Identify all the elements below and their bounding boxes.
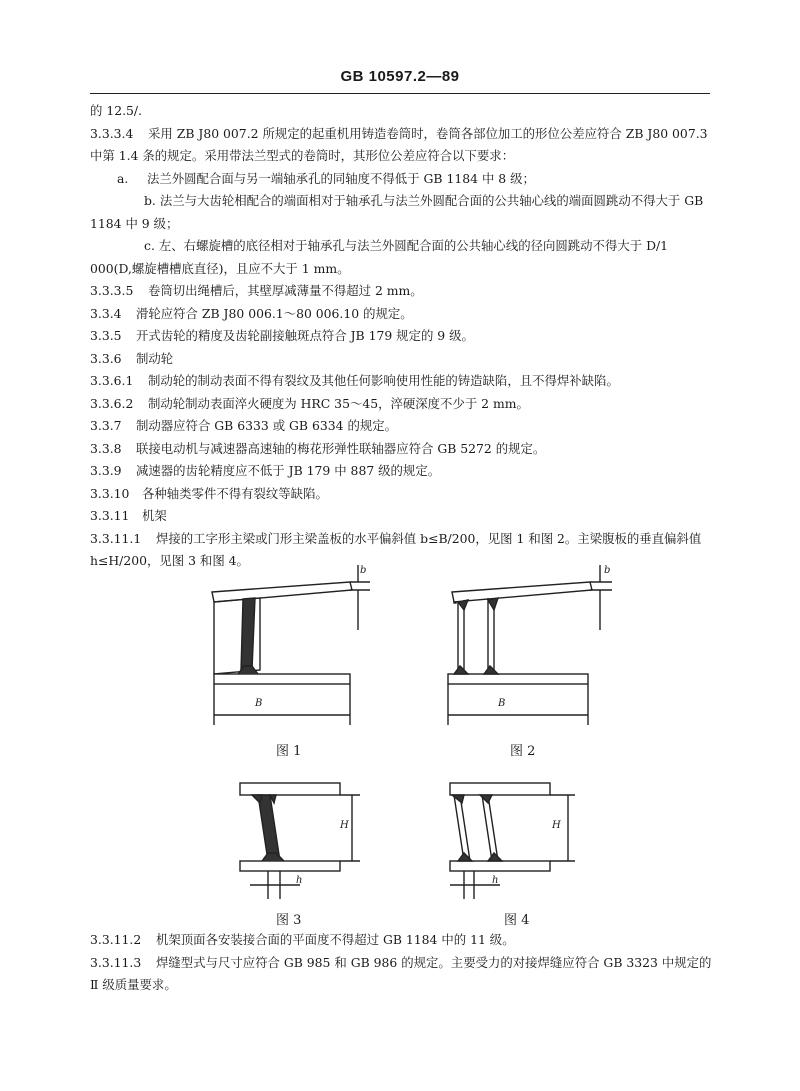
paragraph: 3.3.11.3 焊缝型式与尺寸应符合 GB 985 和 GB 986 的规定。主要受力的对接焊缝应符合 GB 3323 中规定的 Ⅱ 级质量要求。 [90, 954, 712, 992]
paragraph: 3.3.8 联接电动机与减速器高速轴的梅花形弹性联轴器应符合 GB 5272 的规定。 [90, 440, 546, 456]
page-header: GB 10597.2—89 [340, 68, 460, 85]
dim-B-label: B [255, 698, 263, 709]
dim-B-label: B [498, 698, 506, 709]
paragraph: 3.3.5 开式齿轮的精度及齿轮副接触斑点符合 JB 179 规定的 9 级。 [90, 328, 474, 343]
figure-3-caption: 图 3 [276, 913, 302, 928]
figure-4-drawing [440, 775, 590, 905]
dim-H-label: H [340, 820, 349, 831]
paragraph: 3.3.11 机架 [90, 508, 167, 523]
list-item: c. 左、右螺旋槽的底径相对于轴承孔与法兰外圆配合面的公共轴心线的径向圆跳动不得大于 D/1 000(D,螺旋槽槽底直径)，且应不大于 1 mm。 [90, 238, 669, 276]
paragraph: 3.3.4 滑轮应符合 ZB J80 006.1～80 006.10 的规定。 [90, 305, 413, 321]
paragraph: 3.3.6.1 制动轮的制动表面不得有裂纹及其他任何影响使用性能的铸造缺陷，且不得焊补缺陷。 [90, 373, 619, 388]
header-rule [90, 93, 710, 94]
list-item: a. 法兰外圆配合面与另一端轴承孔的同轴度不得低于 GB 1184 中 8 级； [117, 170, 535, 186]
paragraph: 3.3.3.4 采用 ZB J80 007.2 所规定的起重机用铸造卷筒时，卷筒各部位加工的形位公差应符合 ZB J80 007.3中第 1.4 条的规定。采用带法兰型式的卷筒时，其形位公差应符合以下要求： [90, 125, 708, 163]
dim-h-label: h [296, 875, 303, 886]
paragraph: 3.3.11.2 机架顶面各安装接合面的平面度不得超过 GB 1184 中的 11 级。 [90, 932, 515, 947]
paragraph: 3.3.6.2 制动轮制动表面淬火硬度为 HRC 35～45，淬硬深度不少于 2 mm。 [90, 395, 529, 411]
figure-4-caption: 图 4 [504, 913, 530, 928]
paragraph: 3.3.9 减速器的齿轮精度应不低于 JB 179 中 887 级的规定。 [90, 463, 441, 478]
body-text-bottom [90, 929, 712, 997]
body-text-top [90, 100, 712, 573]
dim-H-label: H [552, 820, 561, 831]
dim-b-label: b [604, 565, 611, 576]
paragraph: 的 12.5/. [90, 103, 143, 118]
list-item: b. 法兰与大齿轮相配合的端面相对于轴承孔与法兰外圆配合面的公共轴心线的端面圆跳动不得大于 GB 1184 中 9 级； [90, 193, 704, 231]
figure-2-drawing [440, 560, 620, 730]
figure-1-drawing [200, 560, 380, 730]
dim-h-label: h [492, 875, 499, 886]
paragraph: 3.3.10 各种轴类零件不得有裂纹等缺陷。 [90, 485, 328, 501]
paragraph: 3.3.11.1 焊接的工字形主梁或门形主梁盖板的水平偏斜值 b≤B/200，见图 1 和图 2。主梁腹板的垂直偏斜值 h≤H/200，见图 3 和图 4。 [90, 530, 702, 568]
figure-2-caption: 图 2 [510, 744, 536, 759]
dim-b-label: b [360, 565, 367, 576]
figure-1-caption: 图 1 [276, 744, 302, 759]
paragraph: 3.3.6 制动轮 [90, 350, 174, 366]
paragraph: 3.3.7 制动器应符合 GB 6333 或 GB 6334 的规定。 [90, 418, 398, 433]
paragraph: 3.3.3.5 卷筒切出绳槽后，其壁厚减薄量不得超过 2 mm。 [90, 283, 423, 298]
